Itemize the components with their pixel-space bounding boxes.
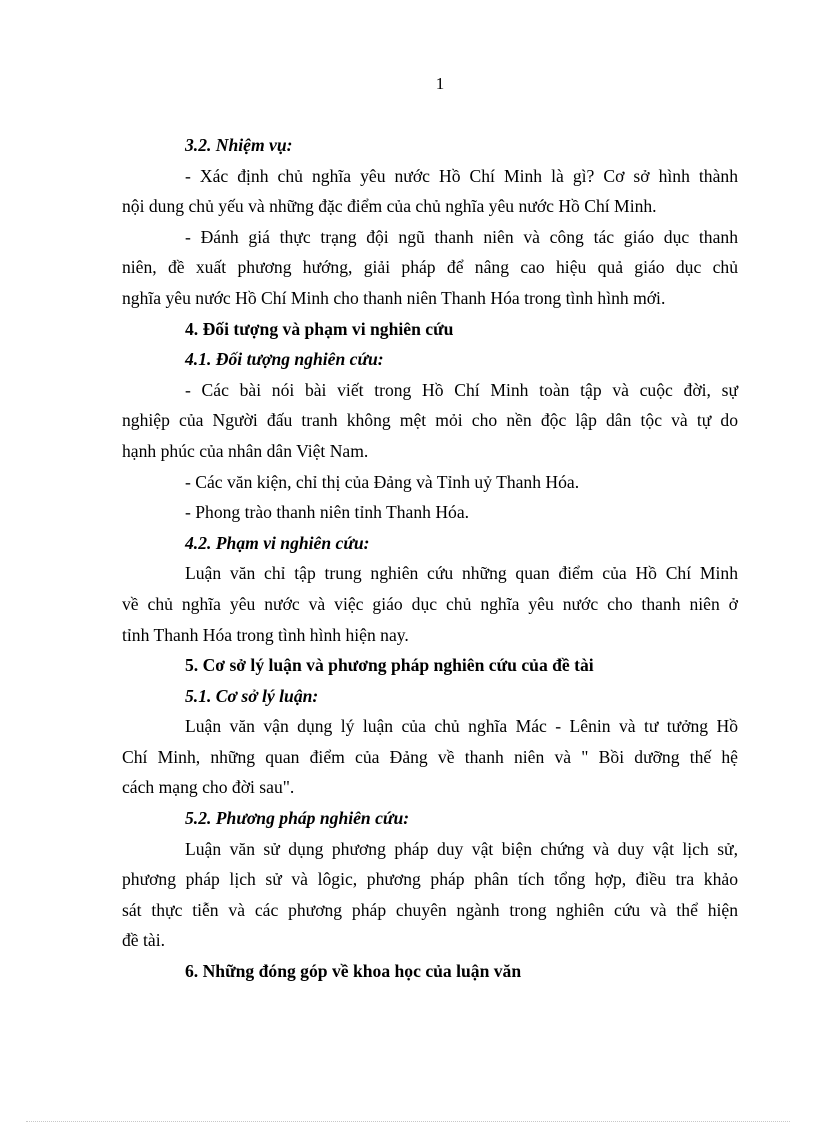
page-number: 1: [435, 74, 445, 93]
paragraph-line: nghiệp của Người đấu tranh không mệt mỏi cho nền độc lập dân tộc và tự do: [122, 410, 738, 431]
paragraph-line: hạnh phúc của nhân dân Việt Nam.: [122, 440, 369, 461]
heading-6-contributions: 6. Những đóng góp về khoa học của luận văn: [185, 961, 522, 982]
paragraph-line: nội dung chủ yếu và những đặc điểm của chủ nghĩa yêu nước Hồ Chí Minh.: [122, 196, 657, 217]
heading-4-scope: 4. Đối tượng và phạm vi nghiên cứu: [185, 318, 454, 339]
paragraph-line: - Các văn kiện, chỉ thị của Đảng và Tỉnh uỷ Thanh Hóa.: [185, 471, 580, 492]
paragraph-line: - Xác định chủ nghĩa yêu nước Hồ Chí Minh là gì? Cơ sở hình thành: [185, 165, 738, 186]
heading-4-2-range: 4.2. Phạm vi nghiên cứu:: [185, 532, 370, 553]
paragraph-line: Luận văn vận dụng lý luận của chủ nghĩa Mác - Lênin và tư tưởng Hồ: [185, 716, 738, 737]
paragraph-line: về chủ nghĩa yêu nước và việc giáo dục chủ nghĩa yêu nước cho thanh niên ở: [122, 593, 738, 614]
paragraph-line: - Phong trào thanh niên tỉnh Thanh Hóa.: [185, 502, 470, 523]
heading-5-2-methods: 5.2. Phương pháp nghiên cứu:: [185, 808, 410, 829]
paragraph-line: Luận văn chỉ tập trung nghiên cứu những quan điểm của Hồ Chí Minh: [185, 563, 738, 584]
paragraph-line: nghĩa yêu nước Hồ Chí Minh cho thanh niên Thanh Hóa trong tình hình mới.: [122, 287, 666, 308]
paragraph-line: niên, đề xuất phương hướng, giải pháp để nâng cao hiệu quả giáo dục chủ: [122, 257, 738, 278]
page-content: [122, 130, 738, 987]
paragraph-line: đề tài.: [122, 930, 165, 951]
heading-4-1-subject: 4.1. Đối tượng nghiên cứu:: [185, 349, 384, 370]
paragraph-line: - Đánh giá thực trạng đội ngũ thanh niên và công tác giáo dục thanh: [185, 226, 738, 247]
paragraph-line: - Các bài nói bài viết trong Hồ Chí Minh toàn tập và cuộc đời, sự: [185, 379, 738, 400]
paragraph-line: Luận văn sử dụng phương pháp duy vật biện chứng và duy vật lịch sử,: [185, 838, 738, 859]
paragraph-line: Chí Minh, những quan điểm của Đảng về thanh niên và " Bồi dưỡng thế hệ: [122, 746, 738, 767]
heading-5-basis-methods: 5. Cơ sở lý luận và phương pháp nghiên cứu của đề tài: [185, 655, 594, 676]
page-bottom-rule: [26, 1121, 790, 1122]
paragraph-line: phương pháp lịch sử và lôgic, phương pháp phân tích tổng hợp, điều tra khảo: [122, 869, 738, 890]
paragraph-line: tỉnh Thanh Hóa trong tình hình hiện nay.: [122, 624, 409, 645]
paragraph-line: cách mạng cho đời sau".: [122, 777, 295, 798]
heading-3-2-tasks: 3.2. Nhiệm vụ:: [185, 135, 293, 155]
paragraph-line: sát thực tiễn và các phương pháp chuyên ngành trong nghiên cứu và thể hiện: [122, 899, 738, 920]
heading-5-1-theory: 5.1. Cơ sở lý luận:: [185, 685, 319, 706]
